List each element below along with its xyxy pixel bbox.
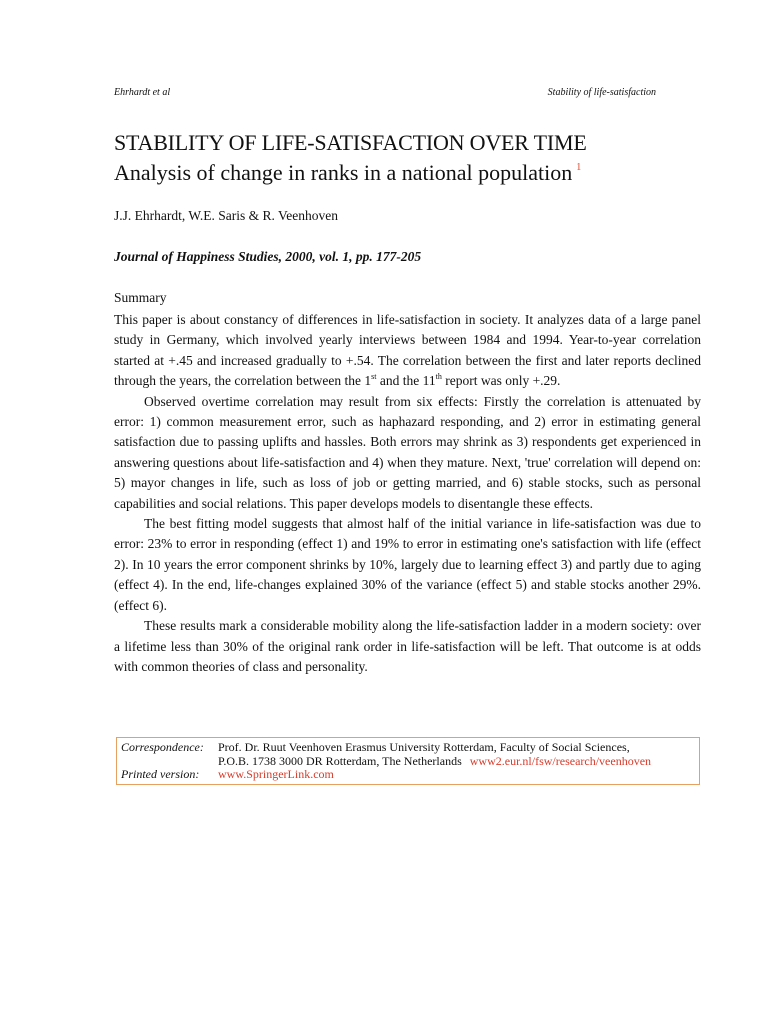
correspondence-label: Correspondence:: [121, 740, 204, 754]
ordinal-suffix: st: [371, 372, 377, 382]
abstract-p1-text: and the 11: [376, 373, 436, 389]
abstract-paragraph-4: These results mark a considerable mobility along the life-satisfaction ladder in a modern society: over a lifetime less than 30% of the original rank order in life-satisfaction will be left. That outcome is at odds with common theories of class and personality.: [114, 618, 701, 674]
abstract: [114, 310, 701, 677]
correspondence-box: [116, 737, 700, 785]
running-head-authors: Ehrhardt et al: [114, 87, 171, 98]
printed-version-row: [121, 768, 695, 782]
running-head: [114, 87, 656, 98]
correspondence-address-line2: P.O.B. 1738 3000 DR Rotterdam, The Netherlands: [218, 753, 462, 768]
paper-subtitle: [114, 160, 581, 186]
correspondence-row: [121, 755, 695, 769]
footnote-marker[interactable]: 1: [576, 162, 582, 173]
correspondence-spacer: [121, 755, 218, 769]
correspondence-row: [121, 741, 695, 755]
summary-heading: Summary: [114, 290, 167, 305]
author-list: J.J. Ehrhardt, W.E. Saris & R. Veenhoven: [114, 208, 338, 223]
abstract-paragraph-1: [114, 310, 701, 392]
running-head-title: Stability of life-satisfaction: [547, 87, 656, 98]
paper-title: STABILITY OF LIFE-SATISFACTION OVER TIME: [114, 130, 587, 155]
correspondence-address-line1: Prof. Dr. Ruut Veenhoven Erasmus University Rotterdam, Faculty of Social Sciences,: [218, 740, 630, 754]
ordinal-suffix: th: [435, 372, 442, 382]
abstract-paragraph-3: The best fitting model suggests that almost half of the initial variance in life-satisfaction was due to error: 23% to error in responding (effect 1) and 19% to error in estimating one's satisfaction with life (effect 2). In 10 years the error component shrinks by 10%, largely due to learning effect 3) and partly due to aging (effect 4). In the end, life-changes explained 30% of the variance (effect 5) and stable stocks another 29%. (effect 6).: [114, 516, 701, 613]
abstract-paragraph-2: Observed overtime correlation may result from six effects: Firstly the correlation is attenuated by error: 1) common measurement error, such as haphazard responding, and 2) error in estimating general satisfaction due to passing uplifts and hassles. Both errors may shrink as 3) respondents get experienced in answering questions about life-satisfaction and 4) when they mature. Next, 'true' correlation will depend on: 5) mayor changes in life, such as loss of job or getting married, and 6) stable stocks, such as personal capabilities and social relations. This paper develops models to disentangle these effects.: [114, 393, 701, 511]
journal-citation: Journal of Happiness Studies, 2000, vol. 1, pp. 177-205: [114, 249, 422, 264]
abstract-p1-text: This paper is about constancy of differences in life-satisfaction in society. It analyzes data of a large panel study in Germany, which involved yearly interviews between 1984 and 1994. Year-to-year correlation started at +.45 and increased gradually to +.54. The correlation between the first and later reports declined through the years, the correlation between the 1: [114, 312, 701, 389]
author-homepage-link[interactable]: www2.eur.nl/fsw/research/veenhoven: [469, 753, 652, 768]
abstract-p1-text: report was only +.29.: [441, 373, 561, 389]
printed-version-label: Printed version:: [121, 767, 200, 781]
springerlink-link[interactable]: www.SpringerLink.com: [218, 767, 334, 781]
subtitle-text: Analysis of change in ranks in a national population: [114, 160, 573, 185]
